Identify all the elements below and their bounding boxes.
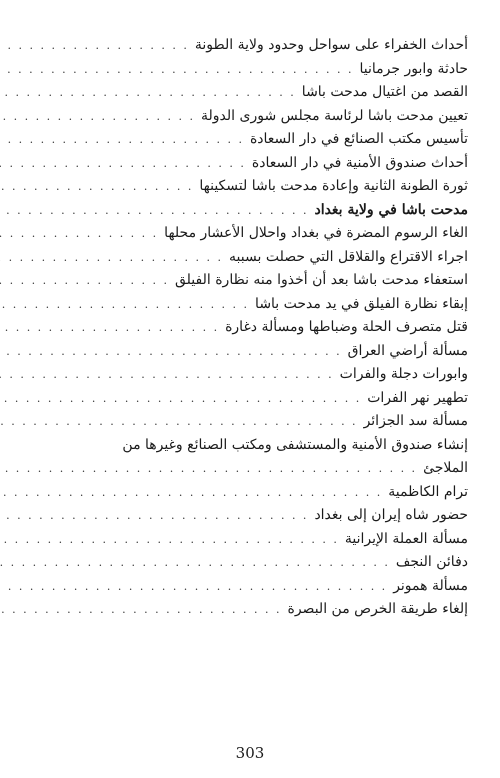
toc-dot-leader bbox=[0, 316, 219, 340]
toc-dot-leader bbox=[0, 269, 169, 293]
toc-entry bbox=[32, 528, 468, 552]
toc-entry-title: مسألة سد الجزائر bbox=[363, 413, 468, 429]
toc-entry-title: أحداث صندوق الأمنية في دار السعادة bbox=[251, 154, 468, 171]
toc-entry bbox=[32, 481, 468, 505]
toc-entry-line2 bbox=[32, 457, 468, 481]
toc-entry bbox=[32, 551, 468, 575]
toc-dot-leader bbox=[0, 58, 353, 82]
toc-section-heading bbox=[32, 199, 468, 223]
toc-entry bbox=[32, 58, 468, 82]
toc-entry bbox=[32, 504, 468, 528]
toc-dot-leader bbox=[0, 363, 334, 387]
toc-entry bbox=[32, 340, 468, 364]
toc-dot-leader bbox=[0, 575, 387, 599]
toc-entry-title: إبقاء نظارة الفيلق في يد مدحت باشا bbox=[255, 295, 468, 312]
toc-dot-leader bbox=[0, 457, 417, 481]
toc-entry-title: استعفاء مدحت باشا بعد أن أخذوا منه نظارة الفيلق bbox=[175, 272, 468, 288]
toc-entry-title: تأسيس مكتب الصنائع في دار السعادة bbox=[249, 131, 468, 147]
toc-entry-title: اجراء الاقتراع والقلاقل التي حصلت بسببه bbox=[229, 248, 468, 265]
toc-entry-title: أحداث الخفراء على سواحل وحدود ولاية الطونة bbox=[194, 37, 468, 53]
toc-entry-title: مدحت باشا في ولاية بغداد bbox=[314, 201, 468, 218]
toc-entry-wrapped bbox=[32, 434, 468, 481]
toc-dot-leader bbox=[0, 105, 195, 129]
toc-dot-leader bbox=[0, 551, 390, 575]
toc-entry bbox=[32, 269, 468, 293]
toc-entry-title: مسألة همونر bbox=[393, 577, 468, 594]
toc-entry-title: ثورة الطونة الثانية وإعادة مدحت باشا لتسكينها bbox=[199, 178, 468, 194]
toc-dot-leader bbox=[0, 481, 382, 505]
toc-entry bbox=[32, 575, 468, 599]
toc-entry-title: مسألة العملة الإيرانية bbox=[344, 530, 468, 547]
toc-entry bbox=[32, 222, 468, 246]
toc-entry bbox=[32, 363, 468, 387]
toc-entry bbox=[32, 128, 468, 152]
toc-dot-leader bbox=[0, 128, 244, 152]
toc-entry bbox=[32, 387, 468, 411]
toc-entry-title: دفائن النجف bbox=[395, 554, 468, 570]
toc-entry bbox=[32, 105, 468, 129]
toc-entry-title: تطهير نهر الفرات bbox=[367, 389, 468, 406]
toc-entry-title: القصد من اغتيال مدحت باشا bbox=[301, 84, 468, 100]
toc-dot-leader bbox=[0, 387, 361, 411]
toc-entry-title: تعيين مدحت باشا لرئاسة مجلس شورى الدولة bbox=[201, 107, 468, 124]
toc-dot-leader bbox=[0, 81, 296, 105]
toc-entry-title: إلغاء طريقة الخرص من البصرة bbox=[287, 601, 468, 617]
toc-entry bbox=[32, 293, 468, 317]
toc-dot-leader bbox=[0, 340, 342, 364]
toc-entry-title: حضور شاه إيران إلى بغداد bbox=[314, 507, 468, 523]
toc-entry bbox=[32, 34, 468, 58]
toc-dot-leader bbox=[0, 246, 223, 270]
toc-entry-title: مسألة أراضي العراق bbox=[347, 342, 468, 359]
toc-dot-leader bbox=[0, 34, 189, 58]
toc-entry bbox=[32, 81, 468, 105]
toc-dot-leader bbox=[0, 222, 158, 246]
toc-entry bbox=[32, 152, 468, 176]
toc-dot-leader bbox=[0, 293, 249, 317]
toc-entry-title-line2: الملاجئ bbox=[423, 460, 468, 476]
toc-entry-title: ترام الكاظمية bbox=[388, 483, 468, 500]
toc-entry bbox=[32, 410, 468, 434]
table-of-contents bbox=[32, 34, 468, 622]
page-number: 303 bbox=[235, 744, 265, 762]
toc-entry-title: حادثة وابور جرمانيا bbox=[359, 60, 468, 77]
toc-dot-leader bbox=[0, 152, 246, 176]
toc-entry-title-line1: إنشاء صندوق الأمنية والمستشفى ومكتب الصنائع وغيرها من bbox=[122, 436, 468, 453]
toc-dot-leader bbox=[0, 199, 308, 223]
toc-dot-leader bbox=[0, 598, 282, 622]
toc-entry bbox=[32, 598, 468, 622]
toc-entry bbox=[32, 316, 468, 340]
toc-entry bbox=[32, 246, 468, 270]
toc-entry-title: قتل متصرف الحلة وضباطها ومسألة دغارة bbox=[225, 319, 468, 335]
toc-dot-leader bbox=[0, 410, 358, 434]
toc-dot-leader bbox=[0, 528, 339, 552]
toc-entry-title: الغاء الرسوم المضرة في بغداد واحلال الأعشار محلها bbox=[164, 225, 468, 241]
toc-dot-leader bbox=[0, 175, 193, 199]
toc-entry bbox=[32, 175, 468, 199]
toc-entry-title: وابورات دجلة والفرات bbox=[339, 366, 468, 382]
toc-dot-leader bbox=[0, 504, 308, 528]
